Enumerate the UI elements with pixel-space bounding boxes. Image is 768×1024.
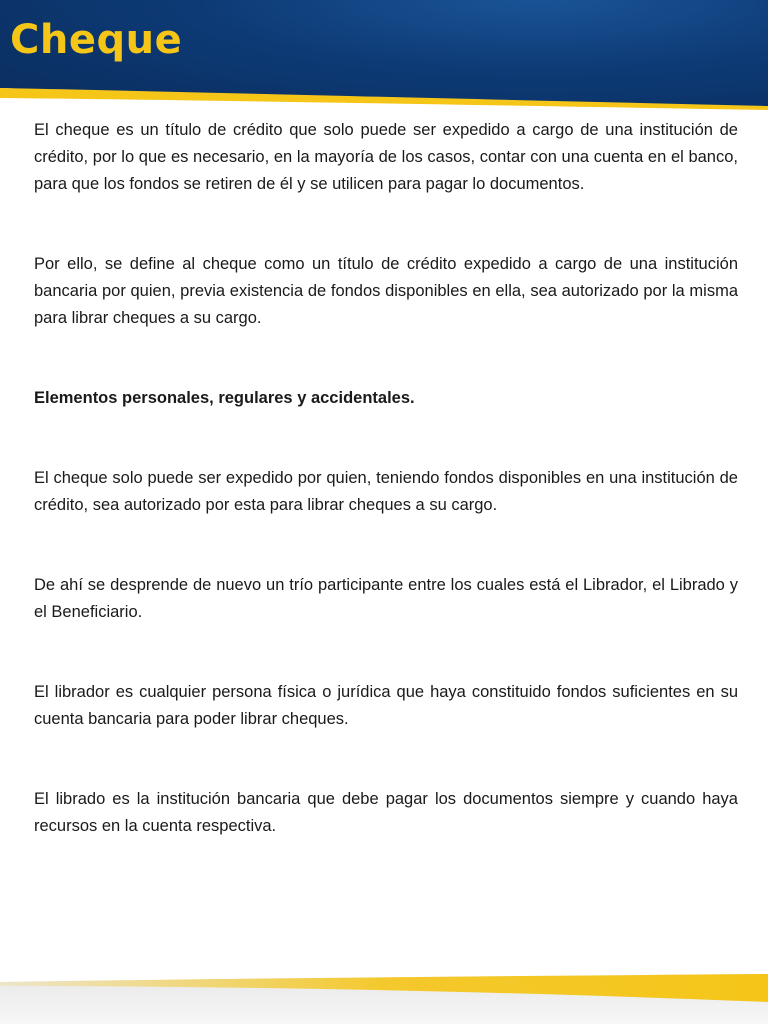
paragraph-define-cheque: Por ello, se define al cheque como un título de crédito expedido a cargo de una institución bancaria por quien, previa existencia de fondos disponibles en ella, sea autorizado por la misma para librar cheques a su cargo. xyxy=(34,255,738,327)
paragraph-participants: De ahí se desprende de nuevo un trío participante entre los cuales está el Librador, el Librado y el Beneficiario. xyxy=(34,576,738,621)
page-title: Cheque xyxy=(10,17,183,63)
paragraph-definition: El cheque es un título de crédito que solo puede ser expedido a cargo de una institución de crédito, por lo que es necesario, en la mayoría de los casos, contar con una cuenta en el banco, para que los fondos se retiren de él y se utilicen para pagar lo documentos. xyxy=(34,121,738,193)
paragraph-librador: El librador es cualquier persona física o jurídica que haya constituido fondos suficientes en su cuenta bancaria para poder librar cheques. xyxy=(34,683,738,728)
paragraph-expedition: El cheque solo puede ser expedido por quien, teniendo fondos disponibles en una institución de crédito, sea autorizado por esta para librar cheques a su cargo. xyxy=(34,469,738,514)
document-body xyxy=(34,117,738,840)
section-heading-elements: Elementos personales, regulares y accidentales. xyxy=(34,389,415,407)
header-banner xyxy=(0,0,768,112)
paragraph-librado: El librado es la institución bancaria que debe pagar los documentos siempre y cuando haya recursos en la cuenta respectiva. xyxy=(34,790,738,835)
footer-swoosh-decoration xyxy=(0,968,768,1024)
